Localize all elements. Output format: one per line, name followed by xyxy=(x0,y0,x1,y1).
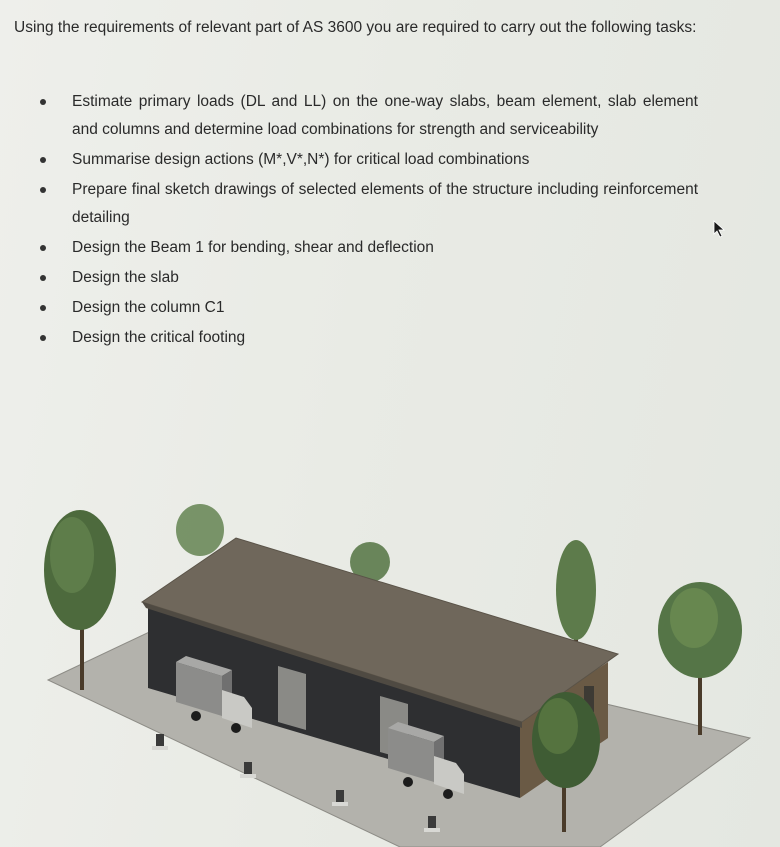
list-item: Design the Beam 1 for bending, shear and deflection xyxy=(38,234,698,262)
task-list xyxy=(38,88,698,354)
bullet-dot-icon xyxy=(40,99,46,105)
list-item: Prepare final sketch drawings of selected elements of the structure including reinforcement detailing xyxy=(38,176,698,232)
bullet-dot-icon xyxy=(40,157,46,163)
tree-icon xyxy=(658,582,742,735)
intro-paragraph: Using the requirements of relevant part of AS 3600 you are required to carry out the following tasks: xyxy=(14,19,697,36)
tree-icon xyxy=(176,504,224,556)
list-item: Design the column C1 xyxy=(38,294,698,322)
tree-icon xyxy=(556,540,596,650)
bullet-dot-icon xyxy=(40,275,46,281)
door xyxy=(278,666,306,730)
list-item: Design the slab xyxy=(38,264,698,292)
list-item: Estimate primary loads (DL and LL) on the one-way slabs, beam element, slab element and columns and determine load combinations for strength and serviceability xyxy=(38,88,698,144)
bullet-dot-icon xyxy=(40,305,46,311)
bullet-dot-icon xyxy=(40,335,46,341)
list-item: Summarise design actions (M*,V*,N*) for critical load combinations xyxy=(38,146,698,174)
bullet-dot-icon xyxy=(40,187,46,193)
building-illustration xyxy=(0,490,780,847)
mouse-pointer-icon xyxy=(712,220,726,238)
list-item: Design the critical footing xyxy=(38,324,698,352)
bullet-dot-icon xyxy=(40,245,46,251)
